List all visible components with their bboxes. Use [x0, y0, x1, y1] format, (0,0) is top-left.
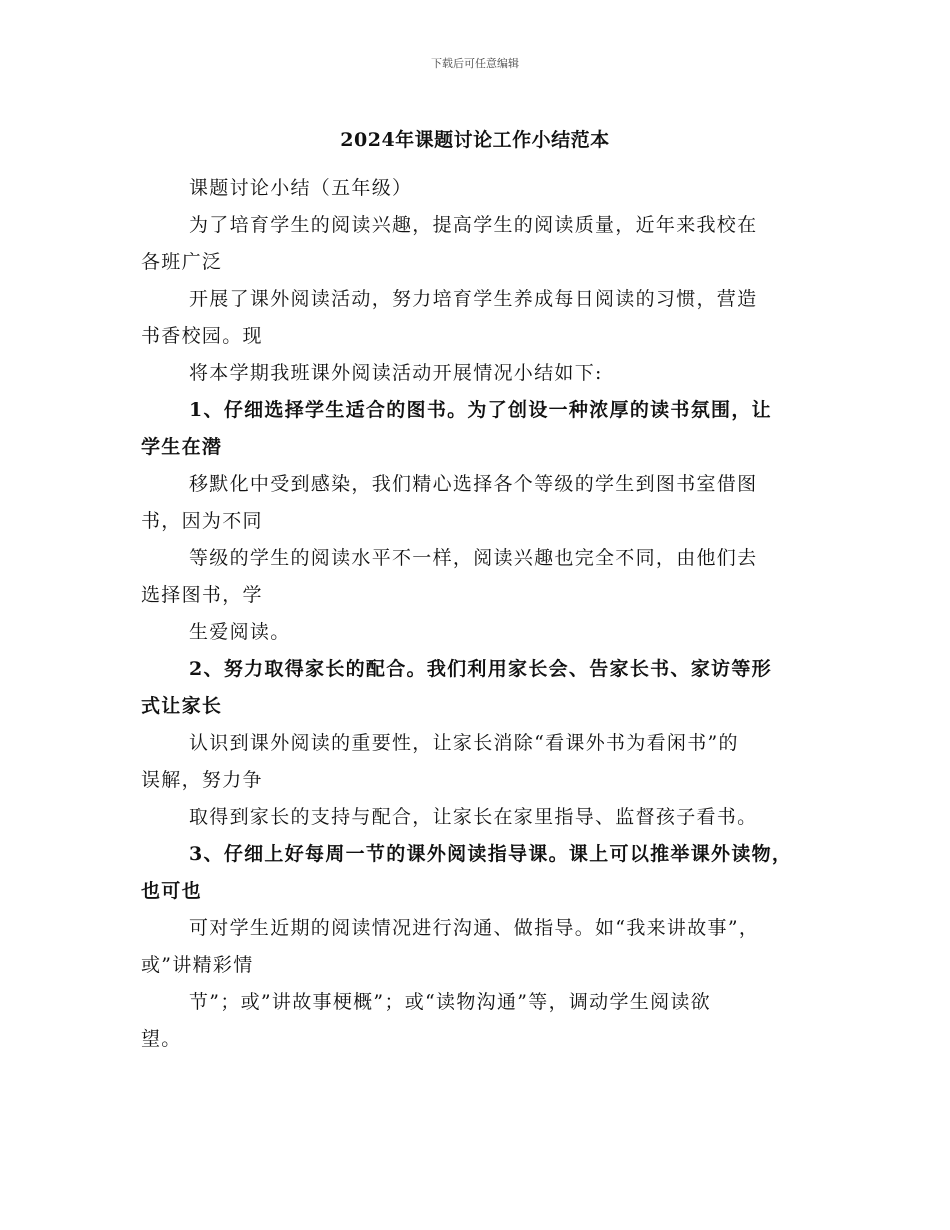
text-line: 节”；或”讲故事梗概”；或“读物沟通”等，调动学生阅读欲	[189, 991, 711, 1013]
text-line: 式让家长	[141, 695, 223, 717]
text-line: 可对学生近期的阅读情况进行沟通、做指导。如“我来讲故事”，	[189, 917, 760, 939]
text-line: 误解，努力争	[141, 769, 263, 791]
text-line: 学生在潜	[141, 436, 223, 458]
text-line: 选择图书，学	[141, 584, 263, 606]
text-line: 移默化中受到感染，我们精心选择各个等级的学生到图书室借图	[189, 473, 758, 495]
text-line: 认识到课外阅读的重要性，让家长消除“看课外书为看闲书”的	[189, 732, 739, 754]
text-line: 各班广泛	[141, 251, 223, 273]
text-line: 书香校园。现	[141, 325, 263, 347]
text-line: 等级的学生的阅读水平不一样，阅读兴趣也完全不同，由他们去	[189, 547, 758, 569]
text-line: 也可也	[141, 880, 202, 902]
text-line: 或”讲精彩情	[141, 954, 254, 976]
text-line: 将本学期我班课外阅读活动开展情况小结如下:	[189, 362, 603, 384]
text-line: 取得到家长的支持与配合，让家长在家里指导、监督孩子看书。	[189, 806, 758, 828]
text-line: 课题讨论小结（五年级）	[189, 177, 413, 199]
text-line: 2、努力取得家长的配合。我们利用家长会、告家长书、家访等形	[189, 658, 772, 680]
text-line: 开展了课外阅读活动，努力培育学生养成每日阅读的习惯，营造	[189, 288, 758, 310]
header-note: 下载后可任意编辑	[431, 57, 519, 70]
text-line: 望。	[141, 1028, 182, 1050]
text-line: 生爱阅读。	[189, 621, 291, 643]
text-line: 3、仔细上好每周一节的课外阅读指导课。课上可以推举课外读物，	[189, 843, 793, 865]
text-line: 为了培育学生的阅读兴趣，提高学生的阅读质量，近年来我校在	[189, 214, 758, 236]
text-line: 1、仔细选择学生适合的图书。为了创设一种浓厚的读书氛围，让	[189, 399, 772, 421]
text-line: 书，因为不同	[141, 510, 263, 532]
document-title: 2024年课题讨论工作小结范本	[340, 129, 610, 151]
document-body	[141, 170, 813, 1058]
